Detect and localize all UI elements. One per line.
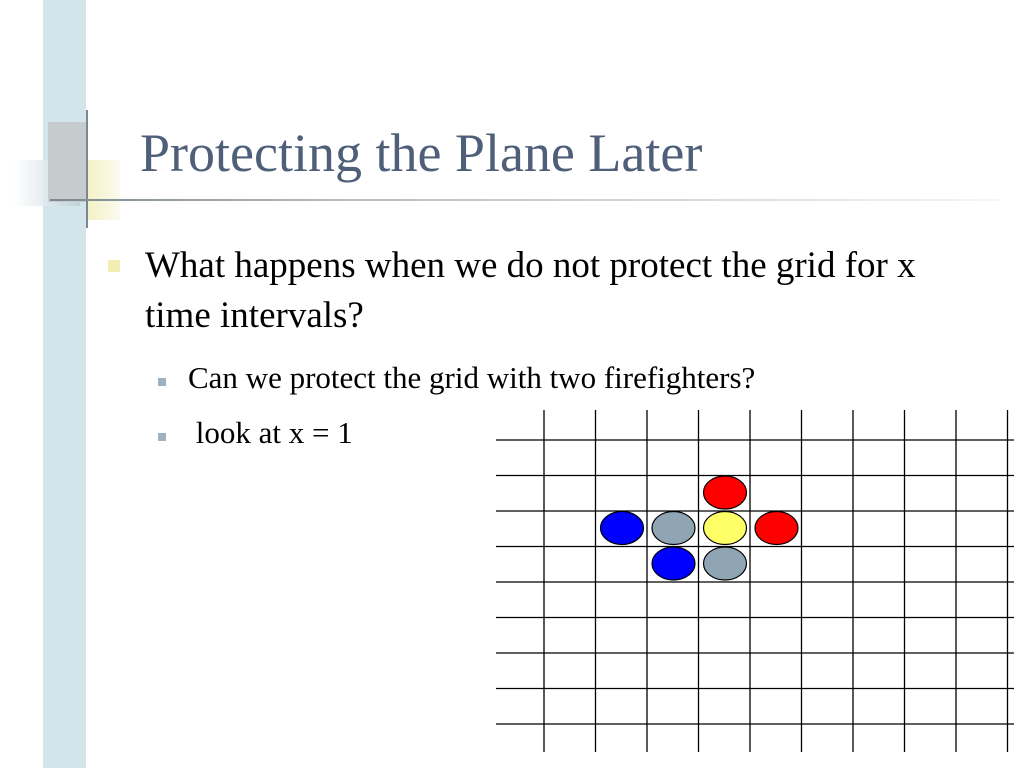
grid-token-burnt bbox=[652, 547, 695, 580]
grid-token-threatened bbox=[704, 476, 747, 509]
grid-token-burnt bbox=[601, 512, 644, 545]
slide-title: Protecting the Plane Later bbox=[140, 123, 703, 183]
grid-token-fire bbox=[704, 512, 747, 545]
grid-cells bbox=[601, 476, 799, 580]
grid-token-protected bbox=[704, 547, 747, 580]
grid-lines bbox=[496, 410, 1014, 752]
sub-bullet-text: look at x = 1 bbox=[188, 415, 353, 450]
grid-token-threatened bbox=[755, 512, 798, 545]
sub-bullet-text: Can we protect the grid with two firefighters? bbox=[188, 360, 756, 395]
bullet-text: What happens when we do not protect the grid for x time intervals? bbox=[145, 245, 916, 336]
grid-token-protected bbox=[652, 512, 695, 545]
